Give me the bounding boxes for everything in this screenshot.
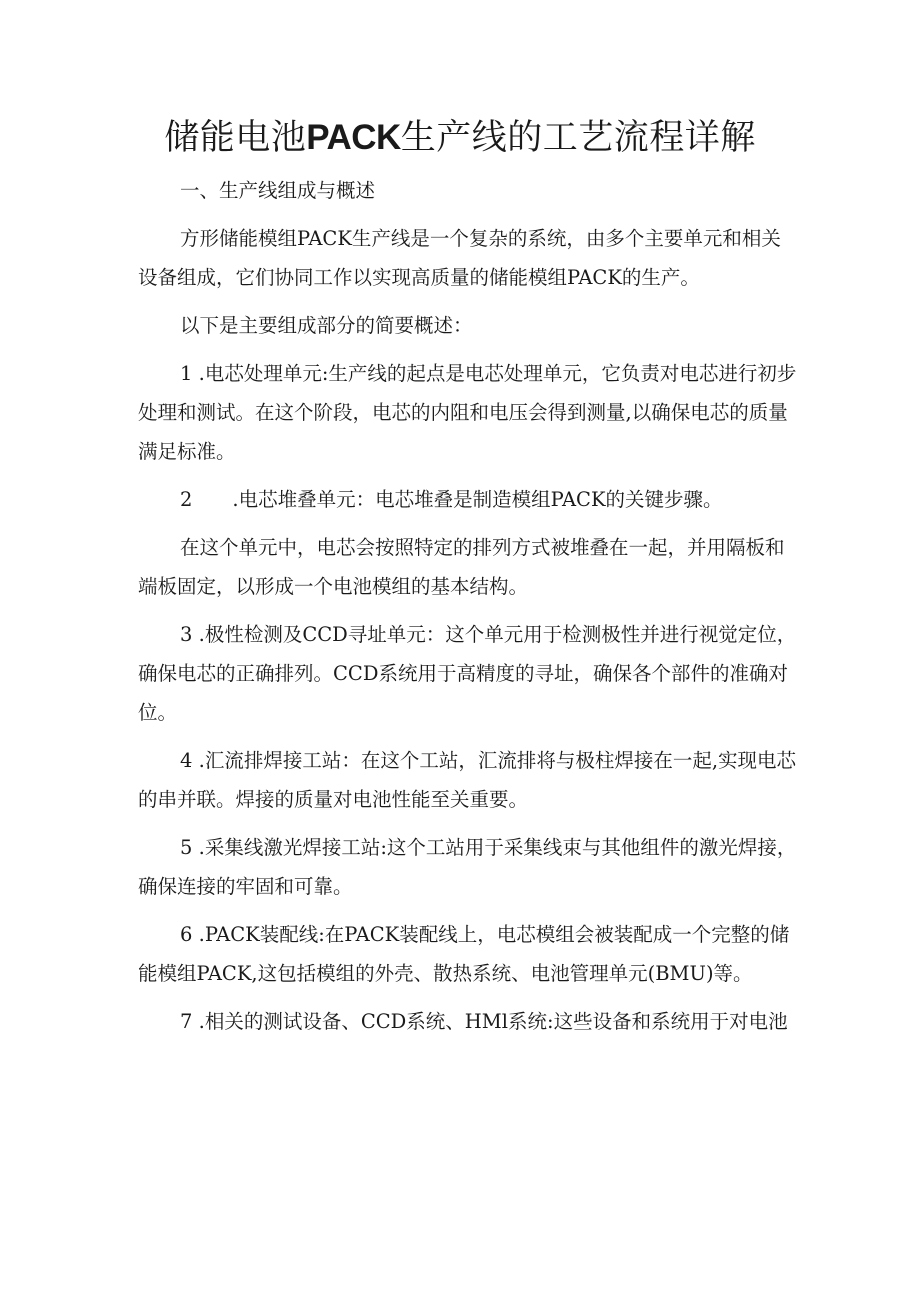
section-heading: 一、生产线组成与概述	[180, 179, 376, 202]
list-item	[138, 741, 798, 819]
item-text: .PACK装配线:在PACK装配线上，电芯模组会被装配成一个完整的储能模组PACK,这包括模组的外壳、散热系统、电池管理单元(BMU)等。	[138, 923, 790, 985]
list-item	[138, 615, 798, 732]
overview-line: 以下是主要组成部分的简要概述：	[180, 314, 473, 337]
item-text: .采集线激光焊接工站:这个工站用于采集线束与其他组件的激光焊接，确保连接的牢固和可靠。	[138, 836, 797, 898]
intro-paragraph: 方形储能模组PACK生产线是一个复杂的系统，由多个主要单元和相关设备组成，它们协同工作以实现高质量的储能模组PACK的生产。	[138, 227, 781, 289]
list-item	[138, 1002, 798, 1041]
item-text: 在这个单元中，电芯会按照特定的排列方式被堆叠在一起，并用隔板和端板固定，以形成一个电池模组的基本结构。	[138, 536, 785, 598]
list-item	[138, 828, 798, 906]
title-part-2: 生产线的工艺流程详解	[400, 118, 756, 158]
item-number: 3	[180, 623, 193, 646]
document-body	[138, 171, 798, 1041]
title-latin: PACK	[306, 118, 401, 157]
item-text: .相关的测试设备、CCD系统、HMl系统:这些设备和系统用于对电池	[198, 1010, 788, 1033]
item-number: 7	[180, 1010, 193, 1033]
list-item-continuation	[138, 528, 798, 606]
item-number: 5	[180, 836, 193, 859]
title-part-1: 储能电池	[164, 118, 307, 158]
list-item	[138, 480, 798, 519]
item-number: 6	[180, 923, 193, 946]
item-number: 1	[180, 362, 193, 385]
list-item	[138, 915, 798, 993]
item-text: .极性检测及CCD寻址单元：这个单元用于检测极性并进行视觉定位，确保电芯的正确排列。CCD系统用于高精度的寻址，确保各个部件的准确对位。	[138, 623, 797, 724]
item-text: .电芯堆叠单元：电芯堆叠是制造模组PACK的关键步骤。	[232, 488, 723, 511]
document-title	[0, 112, 920, 164]
list-item	[138, 354, 798, 471]
item-number: 2	[180, 488, 193, 511]
item-text: .汇流排焊接工站：在这个工站，汇流排将与极柱焊接在一起,实现电芯的串并联。焊接的质量对电池性能至关重要。	[138, 749, 797, 811]
item-number: 4	[180, 749, 193, 772]
item-text: .电芯处理单元:生产线的起点是电芯处理单元，它负责对电芯进行初步处理和测试。在这个阶段，电芯的内阻和电压会得到测量,以确保电芯的质量满足标准。	[138, 362, 797, 463]
